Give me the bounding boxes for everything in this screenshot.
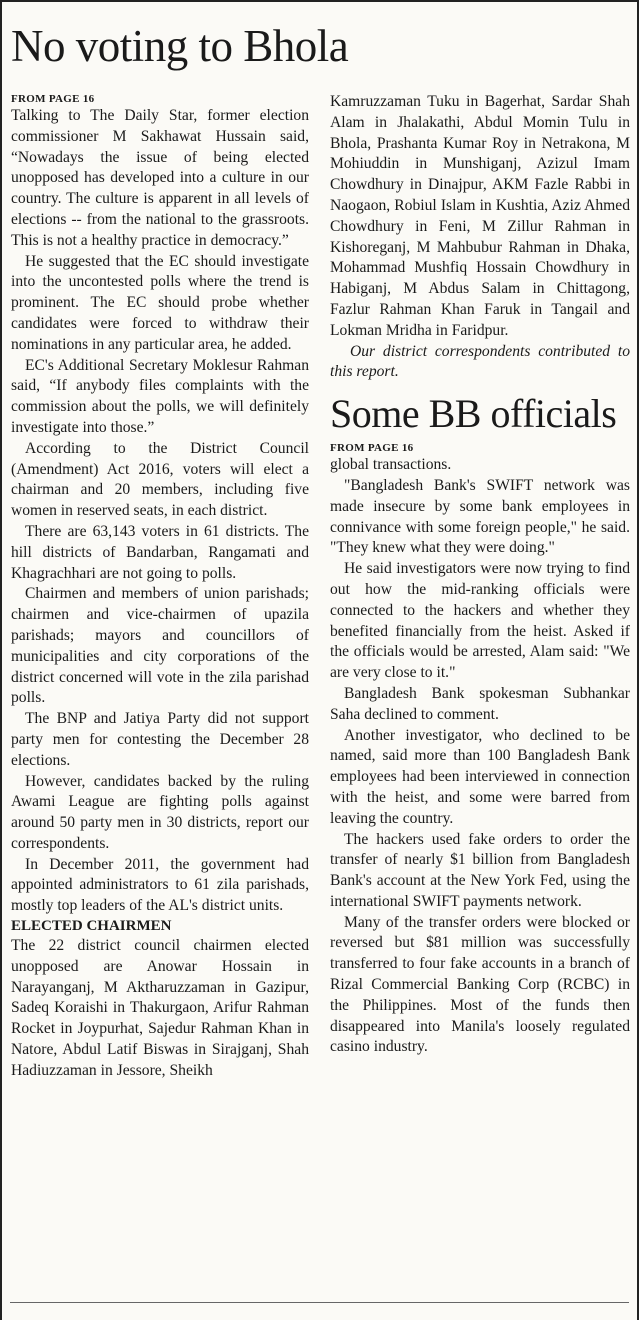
story1-paragraph-9: In December 2011, the government had appointed administrators to 61 zila parishads, mostly top leaders of the AL's district units.	[11, 855, 309, 915]
story1-column-left	[11, 92, 309, 1082]
story1-paragraph-7: The BNP and Jatiya Party did not support party men for contesting the December 28 elections.	[11, 710, 309, 769]
story1-subhead: ELECTED CHAIRMEN	[11, 918, 172, 935]
story2-headline: Some BB officials	[330, 391, 617, 437]
story1-paragraph-3: EC's Additional Secretary Moklesur Rahman said, “If anybody files complaints with the commission about the polls, we will definitely investigate into those.”	[11, 356, 309, 436]
bottom-rule	[10, 1302, 629, 1303]
story1-credit: Our district correspondents contributed to this report.	[330, 342, 630, 381]
story1-chairmen-list-part1: The 22 district council chairmen elected unopposed are Anowar Hossain in Narayanganj, M Aktharuzzaman in Gazipur, Sadeq Koraishi in Thakurgaon, Arifur Rahman Rocket in Joypurhat, Sajedur Rahman Khan in Natore, Abdul Latif Biswas in Sirajganj, Shah Hadiuzzaman in Jessore, Sheikh	[11, 937, 309, 1079]
story1-paragraph-1: Talking to The Daily Star, former election commissioner M Sakhawat Hussain said, “Nowadays the issue of being elected unopposed has developed into a culture in our country. The culture is apparent in all levels of elections -- from the national to the grassroots. This is not a healthy practice in democracy.”	[11, 107, 309, 249]
story1-chairmen-list-part2: Kamruzzaman Tuku in Bagerhat, Sardar Shah Alam in Jhalakathi, Abdul Momin Tulu in Bhola, Prashanta Kumar Roy in Netrakona, M Mohiuddin in Munshiganj, Azizul Imam Chowdhury in Dinajpur, AKM Fazle Rabbi in Naogaon, Robiul Islam in Kushtia, Aziz Ahmed Chowdhury in Feni, M Zillur Rahman in Kishoreganj, M Mahbubur Rahman in Dhaka, Mohammad Mushfiq Hossain Chowdhury in Habiganj, M Abdus Salam in Chittagong, Fazlur Rahman Khan Faruk in Tangail and Lokman Mridha in Faridpur.	[330, 93, 630, 339]
story1-paragraph-5: There are 63,143 voters in 61 districts. The hill districts of Bandarban, Rangamati and Khagrachhari are not going to polls.	[11, 522, 309, 582]
story1-headline: No voting to Bhola	[11, 21, 349, 71]
page-frame-left	[0, 0, 2, 1320]
story2-paragraph-2: "Bangladesh Bank's SWIFT network was made insecure by some bank employees in connivance with some foreign people," he said. "They knew what they were doing."	[330, 476, 630, 557]
story1-paragraph-2: He suggested that the EC should investigate into the uncontested polls where the trend is prominent. The EC should probe whether candidates were forced to withdraw their nominations in any particular area, he added.	[11, 252, 309, 353]
story1-paragraph-4: According to the District Council (Amendment) Act 2016, voters will elect a chairman and 20 members, including five women in reserved seats, in each district.	[11, 439, 309, 520]
story1-paragraph-6: Chairmen and members of union parishads; chairmen and vice-chairmen of upazila parishads; mayors and councillors of municipalities and city corporations of the district concerned will vote in the zila parishad polls.	[11, 585, 309, 707]
story2-paragraph-7: Many of the transfer orders were blocked or reversed but $81 million was successfully transferred to four fake accounts in a branch of Rizal Commercial Banking Corp (RCBC) in the Philippines. Most of the funds then disappeared into Manila's loosely regulated casino industry.	[330, 913, 630, 1056]
story2-paragraph-4: Bangladesh Bank spokesman Subhankar Saha declined to comment.	[330, 684, 630, 723]
story2-paragraph-6: The hackers used fake orders to order the transfer of nearly $1 billion from Bangladesh Bank's account at the New York Fed, using the international SWIFT payments network.	[330, 830, 630, 910]
story2-paragraph-3: He said investigators were now trying to find out how the mid-ranking officials were connected to the hackers and whether they benefited financially from the heist. Asked if the officials would be arrested, Alam said: "We are very close to it."	[330, 560, 630, 682]
story2-paragraph-1: global transactions.	[330, 456, 452, 474]
story2-paragraph-5: Another investigator, who declined to be named, said more than 100 Bangladesh Bank employees had been interviewed in connection with the heist, and some were barred from leaving the country.	[330, 726, 630, 827]
story1-from-page: FROM PAGE 16	[11, 93, 95, 105]
page-frame-top	[0, 0, 639, 2]
story1-column-right	[330, 92, 630, 1058]
story1-paragraph-8: However, candidates backed by the ruling Awami League are fighting polls against around 50 party men in 30 districts, report our correspondents.	[11, 772, 309, 852]
story2-from-page: FROM PAGE 16	[330, 442, 414, 455]
